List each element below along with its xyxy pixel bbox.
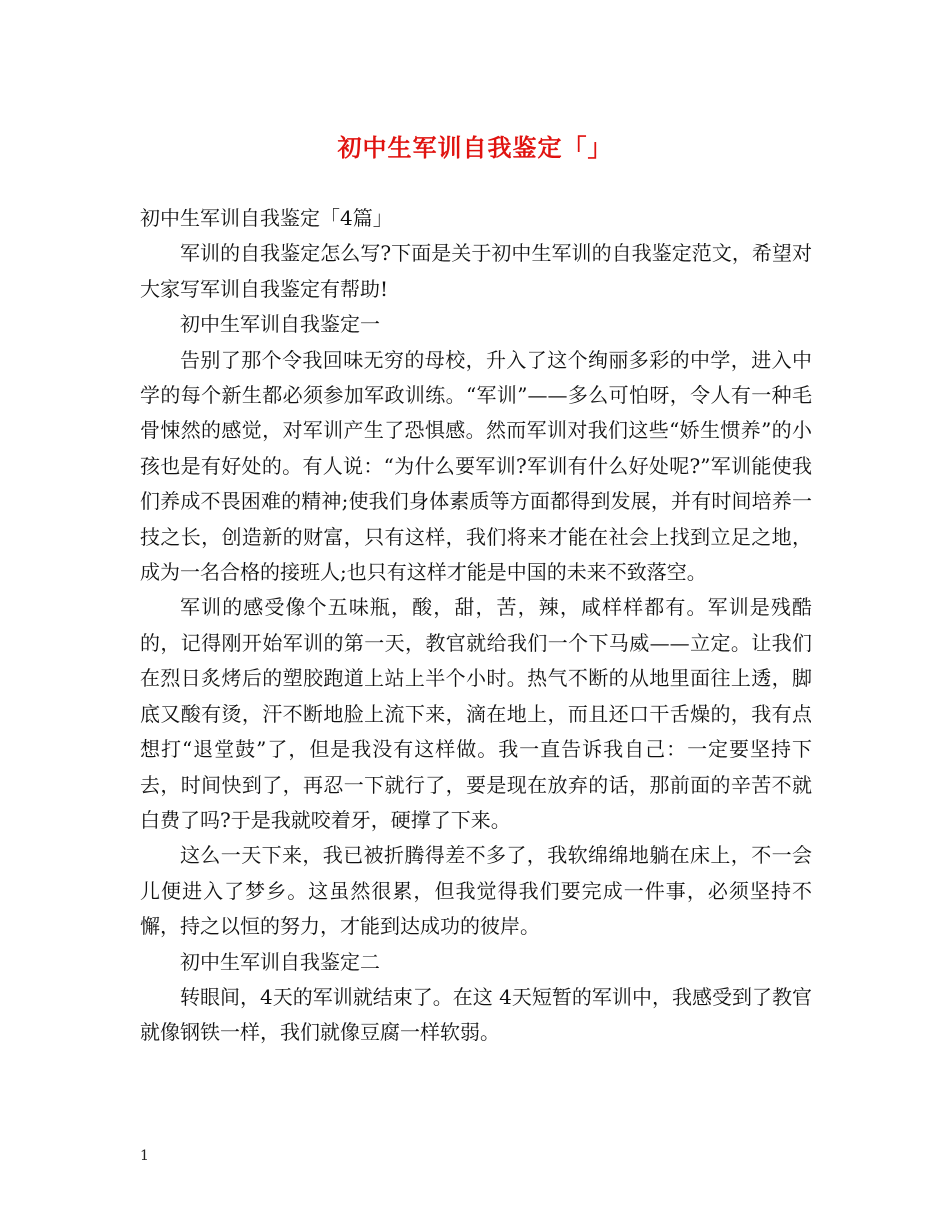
body-paragraph: 告别了那个令我回味无穷的母校，升入了这个绚丽多彩的中学，进入中学的每个新生都必须参加军政训练。“军训”——多么可怕呀，令人有一种毛骨悚然的感觉，对军训产生了恐惧感。然而军训对我们这些“娇生惯养”的小孩也是有好处的。有人说：“为什么要军训?军训有什么好处呢?”军训能使我们养成不畏困难的精神;使我们身体素质等方面都得到发展，并有时间培养一技之长，创造新的财富，只有这样，我们将来才能在社会上找到立足之地，成为一名合格的接班人;也只有这样才能是中国的未来不致落空。 (140, 347, 812, 585)
body-paragraph: 军训的感受像个五味瓶，酸，甜，苦，辣，咸样样都有。军训是残酷的，记得刚开始军训的第一天，教官就给我们一个下马威——立定。让我们在烈日炙烤后的塑胶跑道上站上半个小时。热气不断的从地里面往上透，脚底又酸有烫，汗不断地脸上流下来，滴在地上，而且还口干舌燥的，我有点想打“退堂鼓”了，但是我没有这样做。我一直告诉我自己：一定要坚持下去，时间快到了，再忍一下就行了，要是现在放弃的话，那前面的辛苦不就白费了吗?于是我就咬着牙，硬撑了下来。 (140, 595, 812, 832)
intro-paragraph: 军训的自我鉴定怎么写?下面是关于初中生军训的自我鉴定范文，希望对大家写军训自我鉴定有帮助! (140, 241, 812, 301)
section-heading-1: 初中生军训自我鉴定一 (180, 312, 380, 337)
section-heading-2: 初中生军训自我鉴定二 (180, 949, 380, 974)
page-number: 1 (140, 1148, 149, 1164)
body-paragraph: 这么一天下来，我已被折腾得差不多了，我软绵绵地躺在床上，不一会儿便进入了梦乡。这虽然很累，但我觉得我们要完成一件事，必须坚持不懈，持之以恒的努力，才能到达成功的彼岸。 (140, 843, 812, 939)
document-title: 初中生军训自我鉴定「」 (337, 133, 613, 162)
body-paragraph: 转眼间，4天的军训就结束了。在这 4天短暂的军训中，我感受到了教官就像钢铁一样，我们就像豆腐一样软弱。 (140, 984, 812, 1045)
document-body (140, 201, 812, 1051)
document-subtitle: 初中生军训自我鉴定「4篇」 (140, 206, 393, 230)
